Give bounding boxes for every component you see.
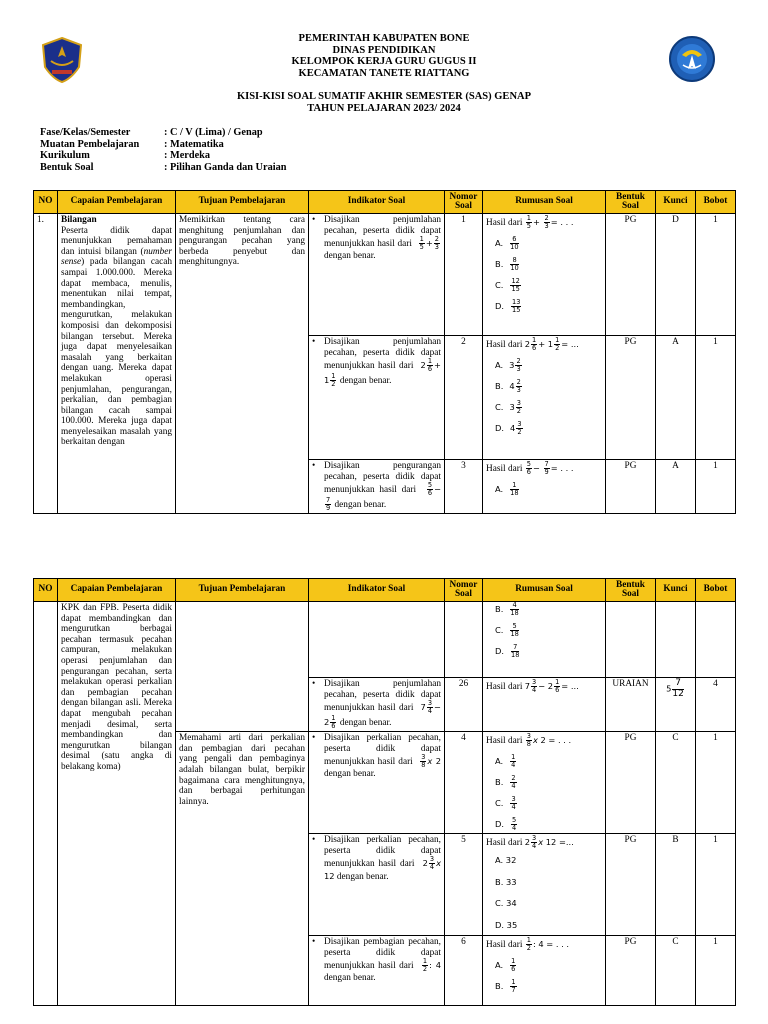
table-row [34,602,736,678]
col-header: Rumusan Soal [483,579,606,602]
bullet-icon: • [312,679,316,689]
option-a: A. [495,238,504,249]
option-a: A. [495,484,504,495]
indikator-end: dengan benar. [336,872,389,883]
indikator-cell: • Disajikan pembagian pecahan, peserta didik dapat menunjukkan hasil dari $\frac{1}{2}$ : 4 dengan benar. [309,936,445,1006]
option-c: C. [495,625,504,636]
meta-label: Fase/Kelas/Semester [40,127,131,138]
question-text: Hasil dari [486,736,523,747]
option-d: D. [495,646,505,657]
indikator-end: dengan benar. [324,769,376,780]
col-header: Tujuan Pembelajaran [176,191,309,214]
bentuk-soal [606,602,656,678]
bentuk-soal: PG [606,834,656,936]
nomor-soal: 1 [445,214,483,336]
header-line-4: KECAMATAN TANETE RIATTANG [298,67,470,79]
bentuk-soal: URAIAN [606,678,656,732]
tujuan-cell [176,602,309,732]
question-text: Hasil dari [486,940,523,951]
title-line-1: KISI-KISI SOAL SUMATIF AKHIR SEMESTER (SAS) GENAP [236,91,532,102]
bentuk-soal: PG [606,732,656,834]
col-header: Bobot [696,579,736,602]
question-text: Hasil dari [486,464,523,474]
kunci: D [656,214,696,336]
row-number [34,602,58,1006]
col-header: Indikator Soal [309,579,445,602]
bullet-icon: • [312,215,316,225]
meta-value: : Pilihan Ganda dan Uraian [164,161,287,173]
option-b: B. 33 [495,876,517,887]
bobot: 1 [696,336,736,460]
option-d: D. [495,819,505,830]
option-a: A. 32 [495,855,517,866]
kunci: C [656,936,696,1006]
indikator-text: Disajikan perkalian pecahan, peserta didik dapat menunjukkan hasil dari [324,835,441,870]
col-header: Bentuk Soal [606,579,656,602]
cp-italic: number sense [61,246,172,268]
meta-value: : C / V (Lima) / Genap [164,127,263,138]
indikator-cell: • Disajikan penjumlahan pecahan, peserta didik dapat menunjukkan hasil dari 2 $\frac{1}{6}$ + 1 $\frac{1}{2}$ dengan benar. [309,336,445,460]
cp-text-1: Peserta didik dapat menunjukkan pemahaman dan intuisi bilangan ( [61,225,172,257]
option-b: B. [495,604,504,615]
col-header: Kunci [656,579,696,602]
col-header: Tujuan Pembelajaran [176,579,309,602]
option-a: A. [495,360,504,371]
bobot: 1 [696,214,736,336]
bentuk-soal: PG [606,214,656,336]
rumusan-cell: Hasil dari $\frac{1}{5}$ + $\frac{2}{3}$ = . . . A. $\frac{6}{10}$ B. $\frac{8}{10}$ C. $\frac{12}{15}$ D. $\frac{13}{15}$ [483,214,606,336]
grid-table-page-1 [33,190,736,514]
nomor-soal: 4 [445,732,483,834]
header-line-1: PEMERINTAH KABUPATEN BONE [298,33,470,44]
option-d: D. 35 [495,919,518,930]
indikator-end: dengan benar. [324,251,376,262]
col-header: Capaian Pembelajaran [58,191,176,214]
meta-label: Kurikulum [40,150,90,162]
bentuk-soal: PG [606,936,656,1006]
indikator-text: Disajikan pengurangan pecahan, peserta didik dapat menunjukkan hasil dari [324,461,441,496]
bobot: 1 [696,936,736,1006]
document-meta [40,127,286,173]
option-b: B. [495,981,504,992]
indikator-text: Disajikan penjumlahan pecahan, peserta didik dapat menunjukkan hasil dari [324,215,441,250]
option-c: C. [495,402,504,413]
kunci [656,602,696,678]
indikator-text: Disajikan penjumlahan pecahan, peserta didik dapat menunjukkan hasil dari [324,679,441,714]
indikator-cell: • Disajikan pengurangan pecahan, peserta didik dapat menunjukkan hasil dari $\frac{5}{6}$ − $\frac{7}{9}$ dengan benar. [309,460,445,514]
col-header: Rumusan Soal [483,191,606,214]
meta-label: Muatan Pembelajaran [40,138,140,150]
bentuk-soal: PG [606,460,656,514]
table-header-row [34,579,736,602]
key-whole: 5 [666,683,672,694]
capaian-cell [58,214,176,514]
header-line-2: DINAS PENDIDIKAN [332,44,436,56]
bullet-icon: • [312,337,316,347]
indikator-end: dengan benar. [339,718,392,729]
question-text: Hasil dari [486,340,523,350]
indikator-cell: • Disajikan perkalian pecahan, peserta didik dapat menunjukkan hasil dari 2 $\frac{3}{4}$ x 12 dengan benar. [309,834,445,936]
header-line-3: KELOMPOK KERJA GURU GUGUS II [291,56,477,67]
document-title [0,91,768,114]
rumusan-cell: Hasil dari 2 $\frac{1}{6}$ + 1 $\frac{1}{2}$ = ... A. 3 $\frac{2}{3}$ B. 4 $\frac{2}{3}$ C. 3 $\frac{3}{2}$ D. 4 $\frac{3}{2}$ [483,336,606,460]
option-b: B. [495,777,504,788]
indikator-text: Disajikan perkalian pecahan, peserta didik dapat menunjukkan hasil dari [324,733,441,768]
indikator-cell: • Disajikan penjumlahan pecahan, peserta didik dapat menunjukkan hasil dari $\frac{1}{5}$ + $\frac{2}{3}$ dengan benar. [309,214,445,336]
kunci: A [656,336,696,460]
bobot: 1 [696,834,736,936]
bentuk-soal: PG [606,336,656,460]
table-row [34,214,736,336]
col-header: Indikator Soal [309,191,445,214]
rumusan-cell: Hasil dari $\frac{1}{2}$ : 4 = . . . A. $\frac{1}{6}$ B. $\frac{1}{7}$ [483,936,606,1006]
table-header-row [34,191,736,214]
tujuan-cell: Memikirkan tentang cara menghitung penjumlahan dan pengurangan pecahan yang berbeda penyebut dan menghitungnya. [176,214,309,514]
meta-value: : Matematika [164,138,224,150]
question-text: Hasil dari [486,682,523,692]
indikator-cell [309,602,445,678]
col-header: Bentuk Soal [606,191,656,214]
row-number: 1. [34,214,58,514]
indikator-end: dengan benar. [324,973,376,984]
indikator-cell: • Disajikan perkalian pecahan, peserta didik dapat menunjukkan hasil dari $\frac{3}{8}$ x 2 dengan benar. [309,732,445,834]
col-header: Bobot [696,191,736,214]
bobot: 4 [696,678,736,732]
col-header: Capaian Pembelajaran [58,579,176,602]
kunci: B [656,834,696,936]
bobot [696,602,736,678]
col-header: Nomor Soal [445,191,483,214]
nomor-soal: 6 [445,936,483,1006]
indikator-end: dengan benar. [339,376,392,387]
option-c: C. [495,798,504,809]
indikator-cell: • Disajikan penjumlahan pecahan, peserta didik dapat menunjukkan hasil dari 7 $\frac{3}{4}$ − 2 $\frac{1}{6}$ dengan benar. [309,678,445,732]
rumusan-cell: Hasil dari 7 $\frac{3}{4}$ − 2 $\frac{1}{6}$ = ... [483,678,606,732]
grid-table-page-2 [33,578,736,1006]
bobot: 1 [696,732,736,834]
bullet-icon: • [312,461,316,471]
kunci: A [656,460,696,514]
option-a: A. [495,960,504,971]
bullet-icon: • [312,733,316,744]
col-header: NO [34,191,58,214]
col-header: Nomor Soal [445,579,483,602]
rumusan-cell: B. $\frac{4}{18}$ C. $\frac{5}{18}$ D. $\frac{7}{18}$ [483,602,606,678]
indikator-end: dengan benar. [334,500,387,511]
bullet-icon: • [312,835,316,846]
option-d: D. [495,301,505,312]
indikator-text: Disajikan pembagian pecahan, peserta didik dapat menunjukkan hasil dari [324,937,441,972]
indikator-text: Disajikan penjumlahan pecahan, peserta didik dapat menunjukkan hasil dari [324,337,441,372]
bobot: 1 [696,460,736,514]
option-b: B. [495,381,504,392]
option-c: C. [495,280,504,291]
option-c: C. 34 [495,898,517,909]
col-header: Kunci [656,191,696,214]
kunci: 5 $\frac{7}{12}$ [656,678,696,732]
rumusan-cell: Hasil dari $\frac{5}{6}$ − $\frac{7}{9}$ = . . . A. $\frac{1}{18}$ [483,460,606,514]
kunci: C [656,732,696,834]
rumusan-cell: Hasil dari 2 $\frac{3}{4}$ x 12 =... A. 32 B. 33 C. 34 D. 35 [483,834,606,936]
cp-title: Bilangan [61,215,97,225]
option-b: B. [495,259,504,270]
col-header: NO [34,579,58,602]
nomor-soal [445,602,483,678]
nomor-soal: 26 [445,678,483,732]
bullet-icon: • [312,937,316,948]
option-d: D. [495,423,505,434]
capaian-cell: KPK dan FPB. Peserta didik dapat membandingkan dan mengurutkan berbagai pecahan termasuk pecahan campuran, melakukan operasi penjumlahan dan pengurangan pecahan, serta melakukan operasi perkalian dan pembagian pecahan dengan bilangan asli. Mereka dapat mengubah pecahan menjadi desimal, serta membandingkan dan mengurutkan bilangan desimal (satu angka di belakang koma) [58,602,176,1006]
rumusan-cell: Hasil dari $\frac{3}{8}$ x 2 = . . . A. $\frac{1}{4}$ B. $\frac{2}{4}$ C. $\frac{3}{4}$ D. $\frac{5}{4}$ [483,732,606,834]
title-line-2: TAHUN PELAJARAN 2023/ 2024 [307,102,461,114]
nomor-soal: 2 [445,336,483,460]
option-a: A. [495,756,504,767]
institution-header [0,33,768,79]
nomor-soal: 3 [445,460,483,514]
cp-text-2: ) pada bilangan cacah sampai 1.000.000. Mereka dapat membaca, menulis, menentukan nilai tempat, membandingkan, mengurutkan, melakukan komposisi dan dekomposisi bilangan tersebut. Mereka juga dapat menyelesaikan masalah yang berkaitan dengan uang. Mereka dapat melakukan operasi penjumlahan, pengurangan, perkalian, dan pembagian bilangan cacah sampai 100.000. Mereka juga dapat menyelesaikan masalah yang berkaitan dengan [61,257,172,448]
question-text: Hasil dari [486,218,523,228]
tujuan-cell: Memahami arti dari perkalian dan pembagian dari pecahan yang pengali dan pembaginya adalah bilangan bulat, berpikir bagaimana cara menghitungnya, dan berbagai perhitungan lainnya. [176,732,309,1006]
question-text: Hasil dari [486,838,523,849]
meta-label: Bentuk Soal [40,161,94,173]
nomor-soal: 5 [445,834,483,936]
meta-value: : Merdeka [164,150,211,162]
